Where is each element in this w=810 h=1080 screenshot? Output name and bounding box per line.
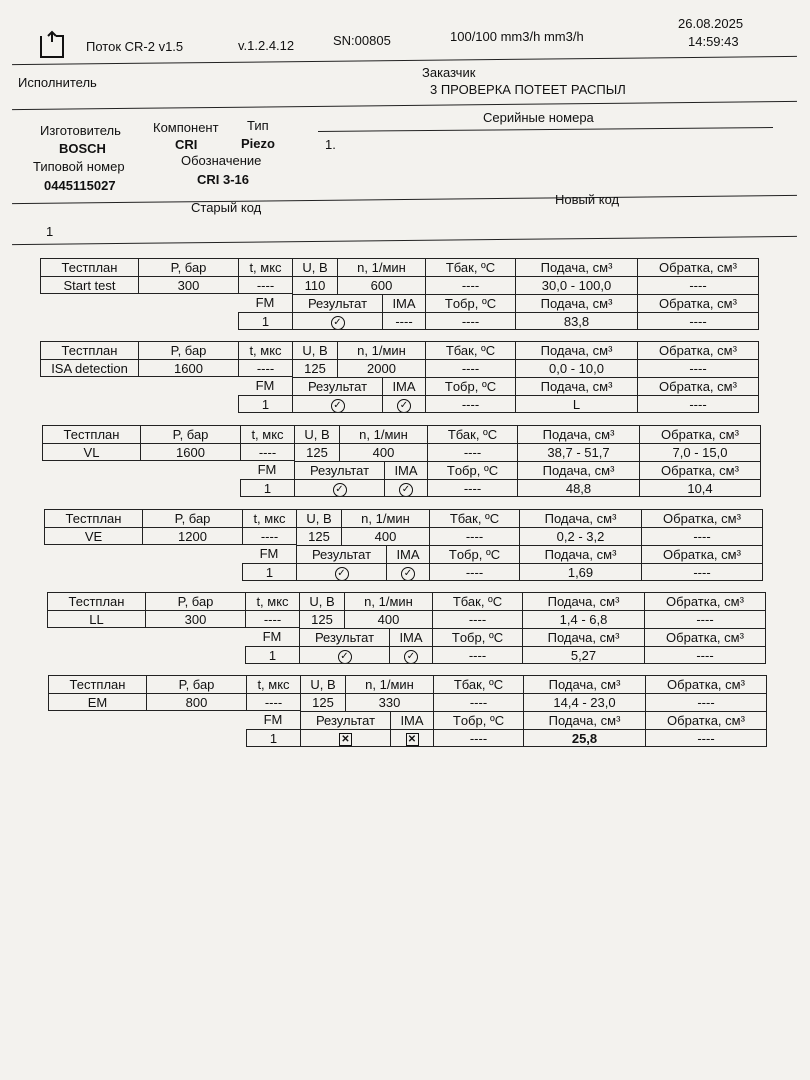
test-time: ---- [246, 693, 300, 711]
test-tank-temp: ---- [429, 527, 519, 545]
test-result [292, 395, 382, 413]
test-time: ---- [240, 443, 294, 461]
check-icon: ✓ [333, 483, 347, 497]
col-delivery-header: Подача, см³ [522, 592, 644, 610]
col-result-header: Результат [300, 711, 390, 729]
col-fm-header: FM [263, 712, 283, 727]
test-ima: ---- [382, 312, 425, 330]
col-return-measured-header: Обратка, см³ [645, 711, 767, 729]
test-delivery-measured: 48,8 [517, 479, 639, 497]
app-name: Поток CR-2 v1.5 [86, 39, 184, 54]
codes-divider [12, 236, 797, 245]
fail-icon: ✕ [406, 733, 419, 746]
test-return-measured: 10,4 [639, 479, 761, 497]
test-return-measured: ---- [641, 563, 763, 581]
test-voltage: 125 [296, 527, 341, 545]
col-time-header: t, мкс [242, 509, 296, 527]
test-time: ---- [238, 276, 292, 294]
col-return-measured-header: Обратка, см³ [644, 628, 766, 646]
fail-icon: ✕ [339, 733, 352, 746]
col-result-header: Результат [292, 377, 382, 395]
col-speed-header: n, 1/мин [345, 675, 433, 693]
component-label: Компонент [153, 120, 219, 135]
col-fm-header: FM [255, 295, 275, 310]
col-delivery-measured-header: Подача, см³ [517, 461, 639, 479]
col-return-header: Обратка, см³ [637, 258, 759, 276]
test-voltage: 125 [299, 610, 344, 628]
test-ima [386, 563, 429, 581]
test-return-range: ---- [637, 359, 759, 377]
col-speed-header: n, 1/мин [337, 258, 425, 276]
test-delivery-measured: 25,8 [523, 729, 645, 747]
test-return-range: ---- [641, 527, 763, 545]
col-return-temp-header: Tобр, ºC [425, 377, 515, 395]
test-ima [389, 646, 432, 664]
col-speed-header: n, 1/мин [344, 592, 432, 610]
test-return-measured: ---- [637, 395, 759, 413]
col-delivery-header: Подача, см³ [519, 509, 641, 527]
code-index: 1 [46, 224, 54, 239]
logo-icon [38, 30, 66, 65]
col-delivery-header: Подача, см³ [523, 675, 645, 693]
test-delivery-range: 0,2 - 3,2 [519, 527, 641, 545]
col-return-measured-header: Обратка, см³ [637, 377, 759, 395]
test-delivery-range: 38,7 - 51,7 [517, 443, 639, 461]
test-result [300, 729, 390, 747]
test-name: Start test [40, 276, 138, 294]
test-delivery-measured: 83,8 [515, 312, 637, 330]
test-return-measured: ---- [644, 646, 766, 664]
col-ima-header: IMA [384, 461, 427, 479]
test-fm: 1 [245, 646, 299, 664]
check-icon: ✓ [338, 650, 352, 664]
serial-number: SN:00805 [333, 33, 391, 48]
col-voltage-header: U, В [300, 675, 345, 693]
test-result [292, 312, 382, 330]
test-return-range: ---- [645, 693, 767, 711]
test-speed: 2000 [337, 359, 425, 377]
manufacturer-value: BOSCH [59, 141, 106, 156]
col-tank-temp-header: Tбак, ºC [425, 341, 515, 359]
test-return-temp: ---- [425, 395, 515, 413]
test-result [296, 563, 386, 581]
test-fm: 1 [240, 479, 294, 497]
col-plan-header: Тестплан [44, 509, 142, 527]
check-icon: ✓ [397, 399, 411, 413]
check-icon: ✓ [401, 567, 415, 581]
col-return-measured-header: Обратка, см³ [637, 294, 759, 312]
col-speed-header: n, 1/мин [337, 341, 425, 359]
test-delivery-measured: 1,69 [519, 563, 641, 581]
col-return-measured-header: Обратка, см³ [641, 545, 763, 563]
test-block-5 [48, 675, 767, 747]
new-code-label: Новый код [555, 192, 620, 207]
test-speed: 400 [344, 610, 432, 628]
col-fm-header: FM [262, 629, 282, 644]
col-result-header: Результат [292, 294, 382, 312]
test-speed: 600 [337, 276, 425, 294]
check-icon: ✓ [331, 399, 345, 413]
test-fm: 1 [242, 563, 296, 581]
old-code-label: Старый код [191, 200, 262, 215]
component-value: CRI [175, 137, 198, 152]
test-name: LL [47, 610, 145, 628]
designation-label: Обозначение [181, 153, 262, 168]
col-delivery-header: Подача, см³ [515, 341, 637, 359]
test-fm: 1 [246, 729, 300, 747]
test-return-range: 7,0 - 15,0 [639, 443, 761, 461]
test-block-1 [40, 341, 759, 413]
model-label: Типовой номер [33, 159, 125, 174]
time: 14:59:43 [688, 34, 739, 49]
test-pressure: 800 [146, 693, 246, 711]
test-return-temp: ---- [425, 312, 515, 330]
col-plan-header: Тестплан [40, 258, 138, 276]
test-voltage: 125 [300, 693, 345, 711]
col-voltage-header: U, В [296, 509, 341, 527]
test-name: VE [44, 527, 142, 545]
type-value: Piezo [241, 136, 275, 151]
test-delivery-range: 14,4 - 23,0 [523, 693, 645, 711]
date: 26.08.2025 [678, 16, 744, 31]
test-tank-temp: ---- [425, 359, 515, 377]
col-voltage-header: U, В [292, 341, 337, 359]
col-fm-header: FM [255, 378, 275, 393]
check-icon: ✓ [331, 316, 345, 330]
test-return-temp: ---- [432, 646, 522, 664]
col-tank-temp-header: Tбак, ºC [432, 592, 522, 610]
test-ima [390, 729, 433, 747]
test-delivery-range: 30,0 - 100,0 [515, 276, 637, 294]
col-fm-header: FM [259, 546, 279, 561]
col-tank-temp-header: Tбак, ºC [427, 425, 517, 443]
test-result [294, 479, 384, 497]
test-result [299, 646, 389, 664]
test-tank-temp: ---- [425, 276, 515, 294]
test-tank-temp: ---- [427, 443, 517, 461]
test-ima [384, 479, 427, 497]
col-tank-temp-header: Tбак, ºC [425, 258, 515, 276]
col-return-header: Обратка, см³ [639, 425, 761, 443]
test-pressure: 300 [138, 276, 238, 294]
col-plan-header: Тестплан [40, 341, 138, 359]
col-ima-header: IMA [382, 294, 425, 312]
test-block-3 [44, 509, 763, 581]
designation-value: CRI 3-16 [197, 172, 250, 187]
col-time-header: t, мкс [240, 425, 294, 443]
col-voltage-header: U, В [299, 592, 344, 610]
col-fm-header: FM [257, 462, 277, 477]
test-return-range: ---- [644, 610, 766, 628]
col-speed-header: n, 1/мин [339, 425, 427, 443]
test-pressure: 1600 [138, 359, 238, 377]
col-return-header: Обратка, см³ [641, 509, 763, 527]
col-delivery-measured-header: Подача, см³ [523, 711, 645, 729]
col-result-header: Результат [299, 628, 389, 646]
rate: 100/100 mm3/h mm3/h [450, 29, 584, 44]
test-ima [382, 395, 425, 413]
test-delivery-measured: 5,27 [522, 646, 644, 664]
col-plan-header: Тестплан [47, 592, 145, 610]
col-return-header: Обратка, см³ [644, 592, 766, 610]
col-return-temp-header: Tобр, ºC [433, 711, 523, 729]
product-divider [12, 195, 797, 204]
col-ima-header: IMA [386, 545, 429, 563]
col-ima-header: IMA [382, 377, 425, 395]
col-return-header: Обратка, см³ [645, 675, 767, 693]
test-speed: 400 [339, 443, 427, 461]
test-fm: 1 [238, 395, 292, 413]
col-return-temp-header: Tобр, ºC [429, 545, 519, 563]
test-delivery-range: 0,0 - 10,0 [515, 359, 637, 377]
col-pressure-header: P, бар [138, 258, 238, 276]
test-return-temp: ---- [427, 479, 517, 497]
serial-first: 1. [325, 137, 336, 152]
col-pressure-header: P, бар [140, 425, 240, 443]
serials-divider [318, 127, 773, 132]
col-result-header: Результат [294, 461, 384, 479]
col-voltage-header: U, В [294, 425, 339, 443]
model-value: 0445115027 [44, 178, 116, 193]
test-block-4 [47, 592, 766, 664]
test-speed: 400 [341, 527, 429, 545]
col-pressure-header: P, бар [138, 341, 238, 359]
col-tank-temp-header: Tбак, ºC [429, 509, 519, 527]
col-pressure-header: P, бар [145, 592, 245, 610]
test-time: ---- [238, 359, 292, 377]
test-return-range: ---- [637, 276, 759, 294]
col-ima-header: IMA [390, 711, 433, 729]
test-pressure: 1600 [140, 443, 240, 461]
test-pressure: 300 [145, 610, 245, 628]
check-icon: ✓ [335, 567, 349, 581]
type-label: Тип [247, 118, 269, 133]
col-delivery-measured-header: Подача, см³ [522, 628, 644, 646]
test-fm: 1 [238, 312, 292, 330]
col-return-header: Обратка, см³ [637, 341, 759, 359]
test-delivery-measured: L [515, 395, 637, 413]
test-name: VL [42, 443, 140, 461]
test-return-temp: ---- [429, 563, 519, 581]
manufacturer-label: Изготовитель [40, 123, 121, 138]
check-icon: ✓ [404, 650, 418, 664]
customer-divider [12, 101, 797, 110]
test-name: ISA detection [40, 359, 138, 377]
col-time-header: t, мкс [238, 258, 292, 276]
col-return-measured-header: Обратка, см³ [639, 461, 761, 479]
test-tank-temp: ---- [432, 610, 522, 628]
col-plan-header: Тестплан [48, 675, 146, 693]
test-tank-temp: ---- [433, 693, 523, 711]
test-delivery-range: 1,4 - 6,8 [522, 610, 644, 628]
col-return-temp-header: Tобр, ºC [427, 461, 517, 479]
test-time: ---- [242, 527, 296, 545]
test-voltage: 125 [292, 359, 337, 377]
test-voltage: 110 [292, 276, 337, 294]
test-speed: 330 [345, 693, 433, 711]
col-delivery-measured-header: Подача, см³ [519, 545, 641, 563]
test-block-2 [42, 425, 761, 497]
col-delivery-measured-header: Подача, см³ [515, 377, 637, 395]
col-ima-header: IMA [389, 628, 432, 646]
version: v.1.2.4.12 [238, 38, 295, 53]
col-plan-header: Тестплан [42, 425, 140, 443]
test-voltage: 125 [294, 443, 339, 461]
customer-value: 3 ПРОВЕРКА ПОТЕЕТ РАСПЫЛ [430, 82, 626, 97]
test-name: EM [48, 693, 146, 711]
col-time-header: t, мкс [238, 341, 292, 359]
executor-label: Исполнитель [18, 75, 97, 90]
col-result-header: Результат [296, 545, 386, 563]
col-return-temp-header: Tобр, ºC [425, 294, 515, 312]
col-voltage-header: U, В [292, 258, 337, 276]
test-return-measured: ---- [637, 312, 759, 330]
test-block-0 [40, 258, 759, 330]
col-time-header: t, мкс [246, 675, 300, 693]
col-delivery-measured-header: Подача, см³ [515, 294, 637, 312]
col-pressure-header: P, бар [146, 675, 246, 693]
col-delivery-header: Подача, см³ [515, 258, 637, 276]
col-pressure-header: P, бар [142, 509, 242, 527]
header-divider [12, 56, 797, 65]
col-tank-temp-header: Tбак, ºC [433, 675, 523, 693]
col-delivery-header: Подача, см³ [517, 425, 639, 443]
test-time: ---- [245, 610, 299, 628]
check-icon: ✓ [399, 483, 413, 497]
test-return-measured: ---- [645, 729, 767, 747]
col-return-temp-header: Tобр, ºC [432, 628, 522, 646]
col-speed-header: n, 1/мин [341, 509, 429, 527]
customer-label: Заказчик [422, 65, 476, 80]
serials-label: Серийные номера [483, 110, 594, 125]
test-pressure: 1200 [142, 527, 242, 545]
test-return-temp: ---- [433, 729, 523, 747]
col-time-header: t, мкс [245, 592, 299, 610]
